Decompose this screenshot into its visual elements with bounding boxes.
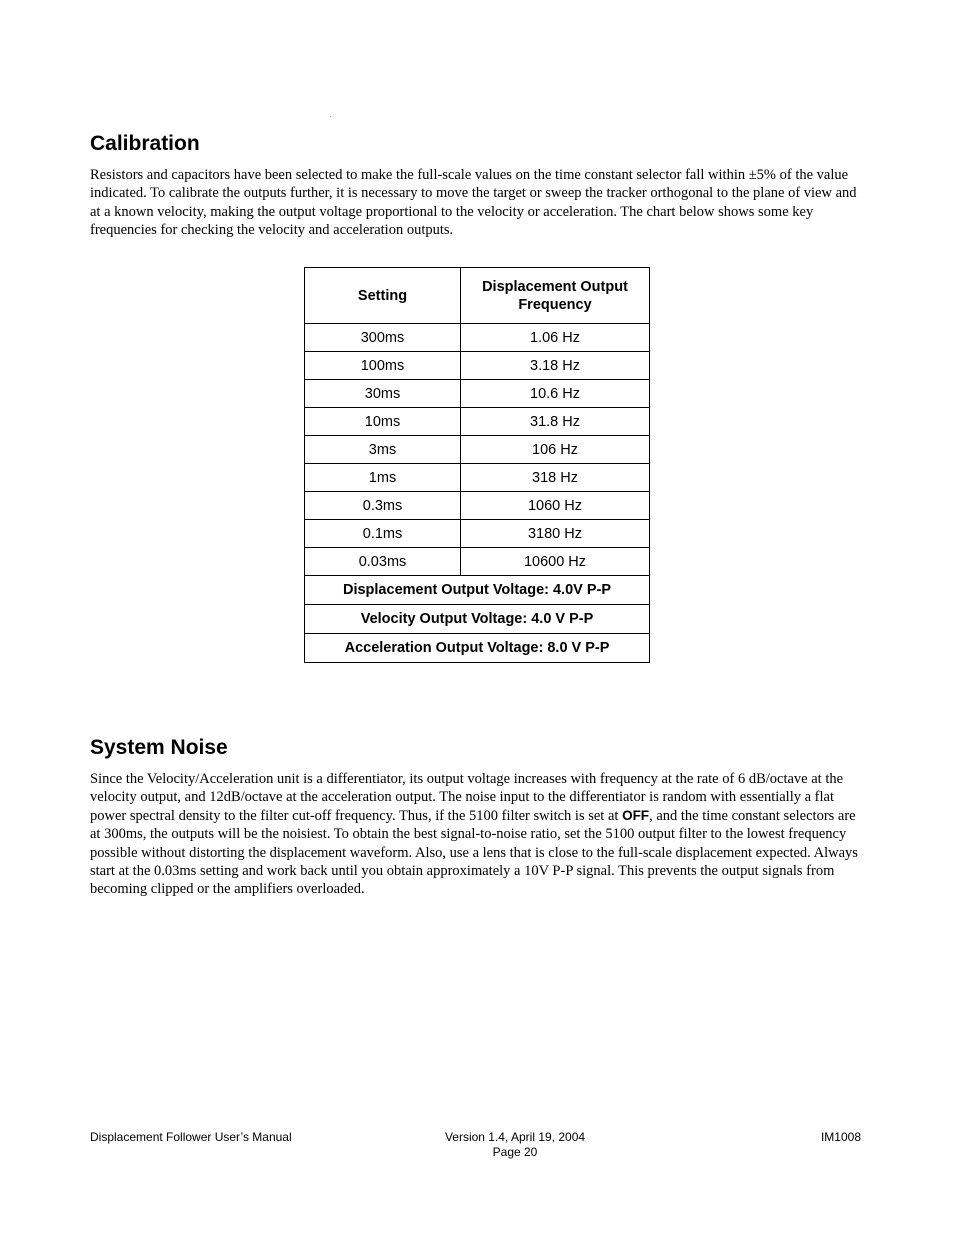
frequency-cell: 10.6 Hz xyxy=(461,380,650,408)
system-noise-heading: System Noise xyxy=(90,736,228,759)
noise-text-part2: , and the time constant selectors are at 300ms, the outputs will be the noisiest. To obtain the best signal-to-noise ratio, set the 5100 output filter to the lowest frequency possible without distorting the displacement waveform. Also, use a lens that is close to the full-scale displacement expected. Always start at the 0.03ms setting and work back until you obtain approximately a 10V P-P signal. This prevents the output signals from becoming clipped or the amplifiers overloaded. xyxy=(90,807,858,898)
header-frequency: Displacement Output Frequency xyxy=(461,268,650,324)
setting-cell: 300ms xyxy=(305,324,461,352)
frequency-cell: 3.18 Hz xyxy=(461,352,650,380)
footer-manual-title: Displacement Follower User’s Manual xyxy=(90,1130,292,1144)
setting-cell: 1ms xyxy=(305,464,461,492)
velocity-voltage: Velocity Output Voltage: 4.0 V P-P xyxy=(305,605,650,634)
off-emphasis: OFF xyxy=(622,807,650,823)
frequency-cell: 31.8 Hz xyxy=(461,408,650,436)
table-header-row xyxy=(305,268,650,324)
summary-row-velocity xyxy=(305,605,650,634)
displacement-voltage: Displacement Output Voltage: 4.0V P-P xyxy=(305,576,650,605)
setting-cell: 30ms xyxy=(305,380,461,408)
footer-doc-id: IM1008 xyxy=(820,1130,861,1144)
frequency-cell: 1060 Hz xyxy=(461,492,650,520)
table-row xyxy=(305,352,650,380)
table-row xyxy=(305,464,650,492)
table-row xyxy=(305,520,650,548)
setting-cell: 3ms xyxy=(305,436,461,464)
setting-cell: 10ms xyxy=(305,408,461,436)
table-row xyxy=(305,380,650,408)
table-row xyxy=(305,408,650,436)
system-noise-paragraph xyxy=(90,770,868,899)
stray-mark xyxy=(330,116,331,117)
frequency-cell: 1.06 Hz xyxy=(461,324,650,352)
frequency-cell: 10600 Hz xyxy=(461,548,650,576)
footer-version: Version 1.4, April 19, 2004 xyxy=(444,1130,586,1144)
summary-row-displacement xyxy=(305,576,650,605)
summary-row-acceleration xyxy=(305,634,650,663)
setting-cell: 0.03ms xyxy=(305,548,461,576)
calibration-table xyxy=(304,267,650,663)
frequency-cell: 318 Hz xyxy=(461,464,650,492)
table-row xyxy=(305,324,650,352)
frequency-cell: 3180 Hz xyxy=(461,520,650,548)
header-setting: Setting xyxy=(305,268,461,324)
setting-cell: 0.1ms xyxy=(305,520,461,548)
acceleration-voltage: Acceleration Output Voltage: 8.0 V P-P xyxy=(305,634,650,663)
footer-version-page xyxy=(400,1130,630,1160)
table-row xyxy=(305,492,650,520)
frequency-cell: 106 Hz xyxy=(461,436,650,464)
table-row xyxy=(305,548,650,576)
table-row xyxy=(305,436,650,464)
calibration-paragraph: Resistors and capacitors have been selected to make the full-scale values on the time constant selector fall within ±5% of the value indicated. To calibrate the outputs further, it is necessary to move the target or sweep the tracker orthogonal to the plane of view and at a known velocity, making the output voltage proportional to the velocity or acceleration. The chart below shows some key frequencies for checking the velocity and acceleration outputs. xyxy=(90,167,857,239)
setting-cell: 0.3ms xyxy=(305,492,461,520)
noise-text-part1: Since the Velocity/Acceleration unit is a differentiator, its output voltage increases with frequency at the rate of 6 dB/octave at the velocity output, and 12dB/octave at the acceleration output. The noise input to the differentiator is random with essentially a flat power spectral density to the filter cut-off frequency. Thus, if the 5100 filter switch is set at xyxy=(90,771,844,824)
footer-page-number: Page 20 xyxy=(492,1145,538,1159)
setting-cell: 100ms xyxy=(305,352,461,380)
calibration-heading: Calibration xyxy=(90,132,200,155)
